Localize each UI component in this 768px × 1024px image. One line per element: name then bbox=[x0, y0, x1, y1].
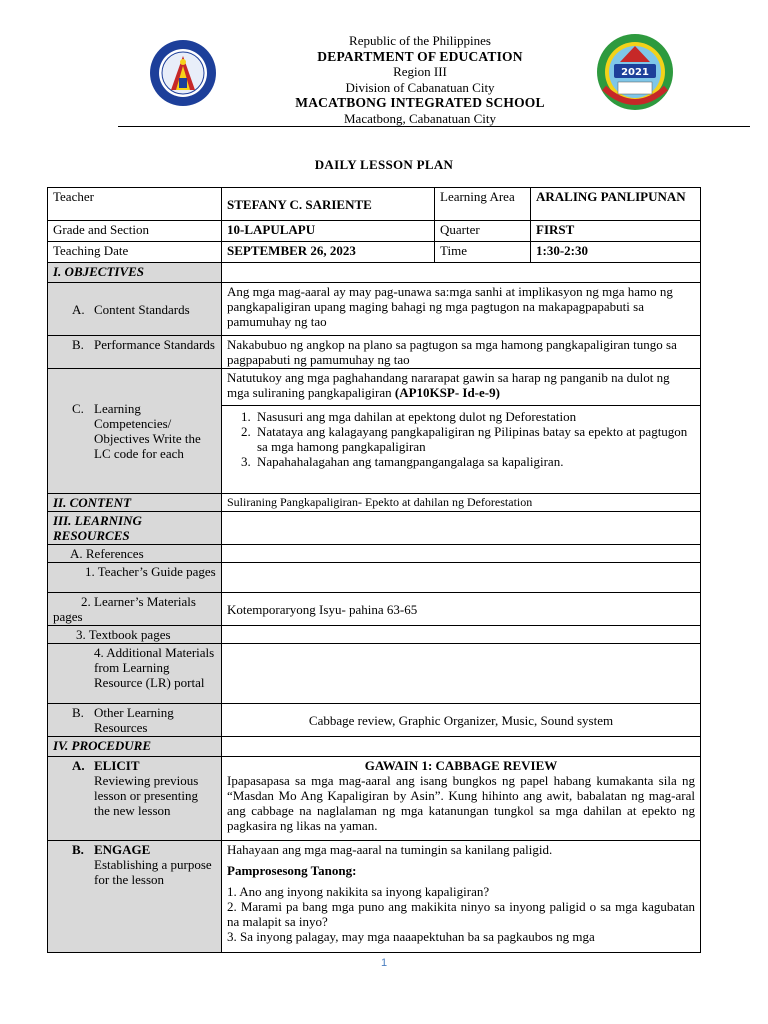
list-item: 2. Marami pa bang mga puno ang makikita ninyo sa inyong paligid o sa mga kagubatan na malapit sa inyo? bbox=[227, 899, 695, 929]
objectives-heading: I. OBJECTIVES bbox=[48, 263, 222, 283]
school-line: MACATBONG INTEGRATED SCHOOL bbox=[295, 95, 545, 110]
list-item: 1. Nasusuri ang mga dahilan at epektong dulot ng Deforestation bbox=[254, 409, 695, 424]
elicit-activity bbox=[222, 757, 701, 841]
lesson-plan-table bbox=[47, 187, 701, 953]
activity-text: Ipapasapasa sa mga mag-aaral ang isang bungkos ng papel habang kumakanta sila ng “Masdan Mo Ang Kapaligiran by Asin”. Kung hihinto ang awit, babalatan ng mag-aral ang cabbage na naglalaman ng mga katanungan tungkol sa mga dahilan at epekto ng pagkasira ng likas na yaman. bbox=[227, 773, 695, 833]
objectives-list bbox=[222, 406, 701, 494]
quarter-label: Quarter bbox=[435, 221, 531, 242]
table-row bbox=[48, 512, 701, 545]
performance-standards-label: Performance Standards bbox=[94, 337, 215, 352]
svg-text:2021: 2021 bbox=[621, 67, 649, 78]
teacher-label: Teacher bbox=[48, 188, 222, 221]
resources-heading: III. LEARNING RESOURCES bbox=[48, 512, 222, 545]
area-value: ARALING PANLIPUNAN bbox=[531, 188, 701, 221]
engage-intro: Hahayaan ang mga mag-aaral na tumingin sa kanilang paligid. bbox=[227, 842, 553, 857]
teachers-guide-label: 1. Teacher’s Guide pages bbox=[48, 563, 222, 593]
table-row bbox=[48, 221, 701, 242]
elicit-title: ELICIT bbox=[94, 758, 140, 773]
table-row bbox=[48, 242, 701, 263]
engage-activity bbox=[222, 841, 701, 953]
activity-title: GAWAIN 1: CABBAGE REVIEW bbox=[364, 758, 558, 773]
other-resources-label: Other Learning Resources bbox=[94, 705, 174, 735]
list-item: 3. Sa inyong palagay, may mga naaapektuhan ba sa pagkaubos ng mga bbox=[227, 929, 595, 944]
list-item: 1. Ano ang inyong nakikita sa inyong kapaligiran? bbox=[227, 884, 490, 899]
table-row bbox=[48, 494, 701, 512]
page-number: 1 bbox=[380, 957, 388, 969]
grade-label: Grade and Section bbox=[48, 221, 222, 242]
table-row: B. Other Learning Resources Cabbage review, Graphic Organizer, Music, Sound system bbox=[48, 704, 701, 737]
list-item: 3. Napahahalagahan ang tamangpangangalaga sa kapaligiran. bbox=[254, 454, 695, 469]
table-row bbox=[48, 263, 701, 283]
performance-standards-value: Nakabubuo ng angkop na plano sa pagtugon sa mga hamong pangkapaligiran tungo sa pagpapabuti ng pamumuhay ng tao bbox=[222, 336, 701, 369]
table-row: B. ENGAGE Establishing a purpose for the lesson Hahayaan ang mga mag-aaral na tumingin sa kanilang paligid. Pamprosesong Tanong: 1. Ano ang inyong nakikita sa inyong kapaligiran? 2. Marami pa bang mga puno ang makikita ninyo sa inyong paligid o sa mga kagubatan na malapit sa inyo? 3. Sa inyong palagay, may mga naaapektuhan ba sa pagkaubos ng mga bbox=[48, 841, 701, 953]
table-row bbox=[48, 188, 701, 221]
letterhead bbox=[0, 0, 768, 130]
letterhead-text bbox=[230, 33, 610, 126]
procedure-heading: IV. PROCEDURE bbox=[48, 737, 222, 757]
list-item: 2. Natataya ang kalagayang pangkapaligiran ng Pilipinas batay sa epekto at pagtugon sa mga hamong pangkapaligiran bbox=[254, 424, 695, 454]
republic-line: Republic of the Philippines bbox=[349, 33, 491, 48]
document-title: DAILY LESSON PLAN bbox=[314, 157, 454, 172]
competencies-value: Natutukoy ang mga paghahandang nararapat gawin sa harap ng panganib na dulot ng mga suliraning pangkapaligiran (AP10KSP- Id-e-9) bbox=[222, 369, 701, 406]
other-resources-value: Cabbage review, Graphic Organizer, Music, Sound system bbox=[222, 704, 701, 737]
date-value: SEPTEMBER 26, 2023 bbox=[222, 242, 435, 263]
time-label: Time bbox=[435, 242, 531, 263]
header-divider bbox=[118, 126, 750, 127]
content-standards-label: Content Standards bbox=[94, 301, 190, 317]
table-row bbox=[48, 737, 701, 757]
textbook-label: 3. Textbook pages bbox=[48, 626, 222, 644]
table-row bbox=[48, 644, 701, 704]
engage-title: ENGAGE bbox=[94, 842, 151, 857]
region-line: Region III bbox=[393, 64, 447, 79]
references-label: A. References bbox=[48, 545, 222, 563]
address-line: Macatbong, Cabanatuan City bbox=[344, 110, 496, 126]
division-line: Division of Cabanatuan City bbox=[345, 79, 495, 95]
table-row: B. Performance Standards Nakabubuo ng angkop na plano sa pagtugon sa mga hamong pangkapaligiran tungo sa pagpapabuti ng pamumuhay ng tao bbox=[48, 336, 701, 369]
department-line: DEPARTMENT OF EDUCATION bbox=[317, 48, 523, 64]
table-row bbox=[48, 593, 701, 626]
engage-desc: Establishing a purpose for the lesson bbox=[94, 857, 212, 887]
content-value: Suliraning Pangkapaligiran- Epekto at dahilan ng Deforestation bbox=[222, 494, 701, 512]
elicit-desc: Reviewing previous lesson or presenting the new lesson bbox=[94, 773, 199, 818]
table-row: A. ELICIT Reviewing previous lesson or presenting the new lesson GAWAIN 1: CABBAGE REVIEW Ipapasapasa sa mga mag-aaral ang isang bungkos ng papel habang kumakanta sila ng “Masdan Mo Ang Kapaligiran by Asin”. Kung hihinto ang awit, babalatan ng mag-aral ang cabbage na naglalaman ng mga katanungan tungkol sa mga dahilan at epekto ng pagkasira ng likas na yaman. bbox=[48, 757, 701, 841]
competency-code: (AP10KSP- Id-e-9) bbox=[394, 385, 500, 400]
time-value: 1:30-2:30 bbox=[531, 242, 701, 263]
teacher-value: STEFANY C. SARIENTE bbox=[222, 188, 435, 221]
content-standards-value: Ang mga mag-aaral ay may pag-unawa sa:mga sanhi at implikasyon ng mga hamo ng pangkapaligiran upang maging bahagi ng mga pagtugon na makapagpapabuti sa pamumuhay ng tao bbox=[222, 283, 701, 336]
table-row: A. Content Standards Ang mga mag-aaral ay may pag-unawa sa:mga sanhi at implikasyon ng mga hamo ng pangkapaligiran upang maging bahagi ng mga pagtugon na makapagpapabuti sa pamumuhay ng tao bbox=[48, 283, 701, 336]
learners-materials-value: Kotemporaryong Isyu- pahina 63-65 bbox=[222, 593, 701, 626]
area-label: Learning Area bbox=[435, 188, 531, 221]
additional-materials-label: 4. Additional Materials from Learning Resource (LR) portal bbox=[48, 644, 222, 704]
quarter-value: FIRST bbox=[531, 221, 701, 242]
table-row bbox=[48, 626, 701, 644]
date-label: Teaching Date bbox=[48, 242, 222, 263]
table-row bbox=[48, 545, 701, 563]
deped-seal-icon bbox=[138, 38, 228, 108]
table-row bbox=[48, 563, 701, 593]
competencies-label: Learning Competencies/ Objectives Write the LC code for each bbox=[94, 401, 201, 461]
table-row: C. Learning Competencies/ Objectives Write the LC code for each Natutukoy ang mga paghahandang nararapat gawin sa harap ng panganib na dulot ng mga suliraning pangkapaligiran (AP10KSP- Id-e-9) bbox=[48, 369, 701, 406]
learners-materials-label: 2. Learner’s Materials pages bbox=[48, 593, 222, 626]
grade-value: 10-LAPULAPU bbox=[222, 221, 435, 242]
content-heading: II. CONTENT bbox=[48, 494, 222, 512]
questions-title: Pamprosesong Tanong: bbox=[227, 863, 357, 878]
